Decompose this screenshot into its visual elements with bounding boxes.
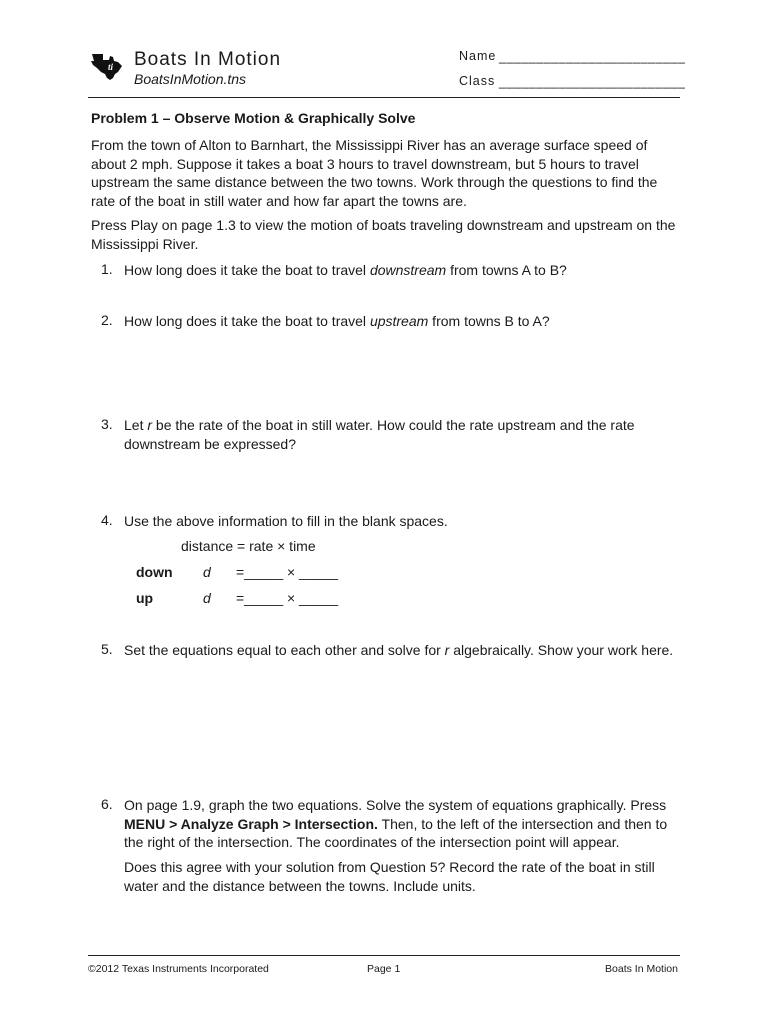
header-divider xyxy=(88,97,680,98)
footer-title: Boats In Motion xyxy=(605,963,678,975)
equation-blank: =_____ × _____ xyxy=(236,564,338,580)
question-number: 5. xyxy=(101,641,113,657)
question-number: 1. xyxy=(101,261,113,277)
name-field: _________________________ xyxy=(499,50,686,64)
class-field: _________________________ xyxy=(499,75,686,89)
texas-instruments-logo-icon xyxy=(89,51,123,81)
intro-paragraph: From the town of Alton to Barnhart, the Mississippi River has an average surface speed of about 2 mph. Suppose it takes a boat 3 hours to travel downstream, but 5 hours to travel upstream the same distance between the two towns. Work through the questions to find the rate of the boat in still water and how far apart the towns are. xyxy=(91,137,658,209)
question-6: On page 1.9, graph the two equations. Solve the system of equations graphically. Press MENU > Analyze Graph > Intersection. Then, to the left of the intersection and then to the right of the intersection. The coordinates of the intersection point will appear. xyxy=(124,797,668,850)
question-number: 6. xyxy=(101,796,113,812)
footer-divider xyxy=(88,955,680,956)
question-number: 3. xyxy=(101,416,113,432)
footer-copyright: ©2012 Texas Instruments Incorporated xyxy=(88,963,269,975)
equation-row-label: down xyxy=(136,564,173,580)
question-5: Set the equations equal to each other and solve for r algebraically. Show your work here. xyxy=(124,642,674,658)
instruction-paragraph: Press Play on page 1.3 to view the motion of boats traveling downstream and upstream on the Mississippi River. xyxy=(91,217,676,252)
name-label: Name xyxy=(459,49,497,63)
equation-header: distance = rate × time xyxy=(181,538,316,554)
question-2: How long does it take the boat to travel upstream from towns B to A? xyxy=(124,313,550,329)
equation-blank: =_____ × _____ xyxy=(236,590,338,606)
problem-title: Problem 1 – Observe Motion & Graphically Solve xyxy=(91,110,416,126)
equation-variable: d xyxy=(203,590,211,606)
svg-text:ti: ti xyxy=(108,62,114,72)
question-number: 4. xyxy=(101,512,113,528)
question-4: Use the above information to fill in the blank spaces. xyxy=(124,513,448,529)
question-number: 2. xyxy=(101,312,113,328)
worksheet-title: Boats In Motion xyxy=(134,49,282,70)
question-3: Let r be the rate of the boat in still water. How could the rate upstream and the rate downstream be expressed? xyxy=(124,417,635,452)
filename: BoatsInMotion.tns xyxy=(134,71,247,87)
class-label: Class xyxy=(459,74,496,88)
footer-page-number: Page 1 xyxy=(367,963,401,975)
question-1: How long does it take the boat to travel downstream from towns A to B? xyxy=(124,262,567,278)
question-6-followup: Does this agree with your solution from Question 5? Record the rate of the boat in still water and the distance between the towns. Include units. xyxy=(124,859,655,894)
equation-variable: d xyxy=(203,564,211,580)
equation-row-label: up xyxy=(136,590,154,606)
